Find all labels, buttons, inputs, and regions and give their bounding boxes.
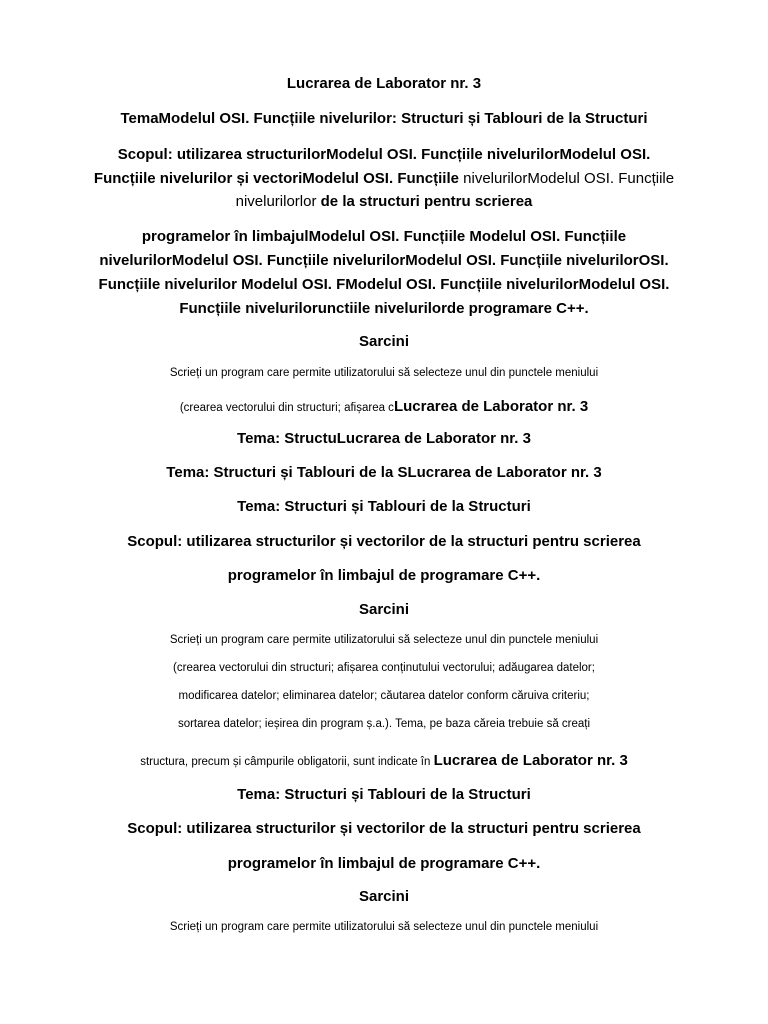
- scope-line-6: Funcțiile nivelurilor Modelul OSI. FModelul OSI. Funcțiile nivelurilorModelul OSI.: [98, 276, 670, 293]
- scope-line-4: programelor în limbajulModelul OSI. Funcțiile Modelul OSI. Funcțiile: [141, 228, 627, 245]
- task-line-5: sortarea datelor; ieșirea din program ș.a.). Tema, pe baza căreia trebuie să creați: [177, 718, 591, 730]
- scope-line-3-bold: de la structuri pentru scrierea: [320, 193, 533, 210]
- scope-line-2-regular: nivelurilorModelul OSI. Funcțiile: [463, 170, 675, 187]
- task-line-mixed-2: [60, 752, 708, 769]
- scope-line-1: Scopul: utilizarea structurilorModelul OSI. Funcțiile nivelurilorModelul OSI.: [117, 146, 651, 163]
- scope-line-9: programelor în limbajul de programare C++.: [227, 567, 541, 584]
- theme-line: TemaModelul OSI. Funcțiile nivelurilor: Structuri și Tablouri de la Structuri: [120, 110, 648, 127]
- theme-line-5: Tema: Structuri și Tablouri de la Structuri: [237, 786, 531, 803]
- scope-line-10: Scopul: utilizarea structurilor și vectorilor de la structuri pentru scrierea: [127, 820, 641, 837]
- task-line-mixed: [60, 398, 708, 415]
- theme-line-3: Tema: Structuri și Tablouri de la SLucrarea de Laborator nr. 3: [166, 464, 602, 481]
- scope-line-2-bold: Funcțiile nivelurilor și vectoriModelul OSI. Funcțiile: [93, 170, 464, 187]
- tasks-heading: Sarcini: [358, 333, 410, 350]
- scope-line-5: nivelurilorModelul OSI. Funcțiile nivelurilorModelul OSI. Funcțiile nivelurilorOSI.: [99, 252, 669, 269]
- task-line-mixed-bold: Lucrarea de Laborator nr. 3: [393, 398, 589, 415]
- scope-line-3: [60, 193, 708, 210]
- task-line-3: (crearea vectorului din structuri; afișarea conținutului vectorului; adăugarea datelor;: [173, 662, 595, 674]
- tasks-heading-2: Sarcini: [358, 601, 410, 618]
- task-line-mixed-regular: (crearea vectorului din structuri; afișarea c: [179, 402, 394, 414]
- task-line: Scrieți un program care permite utilizatorului să selecteze unul din punctele meniului: [169, 367, 599, 379]
- scope-line-2: [60, 170, 708, 187]
- task-line-6: Scrieți un program care permite utilizatorului să selecteze unul din punctele meniului: [169, 921, 599, 933]
- theme-line-4: Tema: Structuri și Tablouri de la Structuri: [237, 498, 531, 515]
- title-line: Lucrarea de Laborator nr. 3: [286, 75, 482, 92]
- tasks-heading-3: Sarcini: [358, 888, 410, 905]
- scope-line-3-regular: nivelurilorlor: [235, 193, 321, 210]
- scope-line-11: programelor în limbajul de programare C++.: [227, 855, 541, 872]
- task-line-4: modificarea datelor; eliminarea datelor; căutarea datelor conform căruiva criteriu;: [178, 690, 590, 702]
- scope-line-7: Funcțiile nivelurilorunctiile nivelurilorde programare C++.: [179, 300, 589, 317]
- theme-line-2: Tema: StructuLucrarea de Laborator nr. 3: [237, 430, 531, 447]
- task-line-mixed-2-bold: Lucrarea de Laborator nr. 3: [433, 752, 628, 769]
- scope-line-8: Scopul: utilizarea structurilor și vectorilor de la structuri pentru scrierea: [127, 533, 641, 550]
- task-line-2: Scrieți un program care permite utilizatorului să selecteze unul din punctele meniului: [169, 634, 599, 646]
- task-line-mixed-2-regular: structura, precum și câmpurile obligatorii, sunt indicate în: [140, 756, 434, 768]
